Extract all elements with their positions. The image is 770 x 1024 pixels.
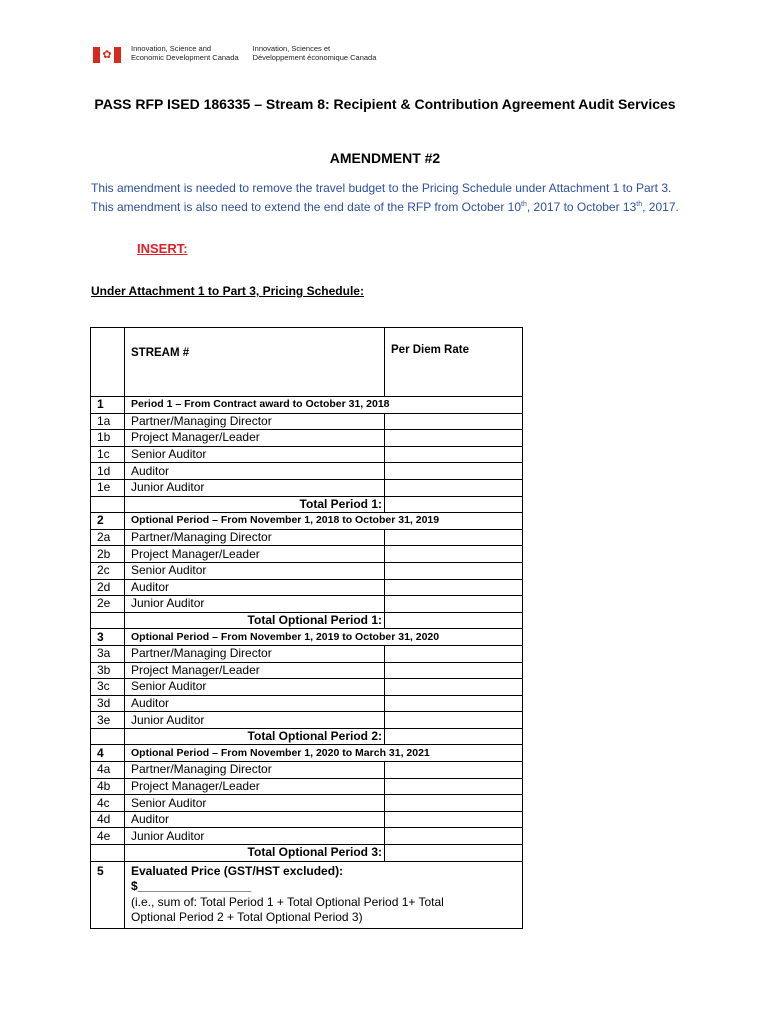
per-diem-rate-cell[interactable]: [385, 596, 523, 613]
table-row: [91, 645, 523, 662]
total-row: [91, 612, 523, 629]
table-row: [91, 762, 523, 779]
role-label: Senior Auditor: [125, 562, 385, 579]
evaluated-price-row: [91, 861, 523, 928]
table-row: [91, 430, 523, 447]
row-number: 3a: [91, 645, 125, 662]
total-label: Total Optional Period 2:: [125, 728, 385, 745]
row-number: 1a: [91, 413, 125, 430]
table-row: [91, 679, 523, 696]
amendment-heading: AMENDMENT #2: [329, 150, 441, 166]
role-label: Junior Auditor: [125, 479, 385, 496]
period-row: [91, 513, 523, 530]
row-number: 3d: [91, 695, 125, 712]
table-row: [91, 712, 523, 729]
per-diem-rate-cell[interactable]: [385, 828, 523, 845]
table-row: [91, 811, 523, 828]
table-row: [91, 446, 523, 463]
period-row: [91, 397, 523, 414]
row-number: 4e: [91, 828, 125, 845]
row-number: 3c: [91, 679, 125, 696]
section-label: Under Attachment 1 to Part 3, Pricing Schedule:: [91, 284, 364, 298]
role-label: Partner/Managing Director: [125, 645, 385, 662]
header-num-cell: [91, 328, 125, 397]
total-num-cell: [91, 612, 125, 629]
role-label: Senior Auditor: [125, 795, 385, 812]
total-num-cell: [91, 496, 125, 513]
department-name-fr: Innovation, Sciences et Développement économique Canada: [252, 44, 377, 62]
period-title: Period 1 – From Contract award to October 31, 2018: [125, 397, 523, 414]
total-value-cell[interactable]: [385, 845, 523, 862]
total-value-cell[interactable]: [385, 612, 523, 629]
role-label: Partner/Managing Director: [125, 762, 385, 779]
table-row: [91, 778, 523, 795]
row-number: 2a: [91, 529, 125, 546]
per-diem-rate-cell[interactable]: [385, 463, 523, 480]
table-header-row: [91, 328, 523, 397]
canada-flag-icon: ✿: [93, 47, 121, 63]
per-diem-rate-cell[interactable]: [385, 778, 523, 795]
total-num-cell: [91, 845, 125, 862]
row-number: 2d: [91, 579, 125, 596]
per-diem-rate-cell[interactable]: [385, 446, 523, 463]
total-label: Total Optional Period 1:: [125, 612, 385, 629]
table-row: [91, 579, 523, 596]
role-label: Junior Auditor: [125, 828, 385, 845]
period-number: 4: [91, 745, 125, 762]
row-number: 2c: [91, 562, 125, 579]
per-diem-rate-cell[interactable]: [385, 645, 523, 662]
role-label: Auditor: [125, 811, 385, 828]
table-row: [91, 828, 523, 845]
role-label: Auditor: [125, 463, 385, 480]
per-diem-rate-cell[interactable]: [385, 413, 523, 430]
role-label: Project Manager/Leader: [125, 662, 385, 679]
row-number: 1b: [91, 430, 125, 447]
header-per-diem-rate: Per Diem Rate: [385, 328, 523, 397]
table-row: [91, 413, 523, 430]
row-number: 4c: [91, 795, 125, 812]
per-diem-rate-cell[interactable]: [385, 579, 523, 596]
table-row: [91, 795, 523, 812]
period-title: Optional Period – From November 1, 2019 to October 31, 2020: [125, 629, 523, 646]
per-diem-rate-cell[interactable]: [385, 795, 523, 812]
period-number: 3: [91, 629, 125, 646]
pricing-schedule-table: [90, 327, 523, 929]
evaluated-price-label: Evaluated Price (GST/HST excluded):: [131, 863, 344, 878]
table-row: [91, 529, 523, 546]
row-number: 2b: [91, 546, 125, 563]
role-label: Partner/Managing Director: [125, 413, 385, 430]
insert-label: INSERT:: [137, 241, 188, 256]
period-title: Optional Period – From November 1, 2018 to October 31, 2019: [125, 513, 523, 530]
per-diem-rate-cell[interactable]: [385, 695, 523, 712]
header-stream: STREAM #: [125, 328, 385, 397]
per-diem-rate-cell[interactable]: [385, 679, 523, 696]
per-diem-rate-cell[interactable]: [385, 546, 523, 563]
period-row: [91, 745, 523, 762]
table-row: [91, 596, 523, 613]
period-number: 2: [91, 513, 125, 530]
per-diem-rate-cell[interactable]: [385, 562, 523, 579]
role-label: Auditor: [125, 579, 385, 596]
evaluated-price-cell: [125, 861, 523, 928]
per-diem-rate-cell[interactable]: [385, 762, 523, 779]
per-diem-rate-cell[interactable]: [385, 662, 523, 679]
total-value-cell[interactable]: [385, 728, 523, 745]
row-number: 3b: [91, 662, 125, 679]
government-logo: [93, 45, 376, 63]
amendment-description: This amendment is needed to remove the travel budget to the Pricing Schedule under Attachment 1 to Part 3. This amendment is also need to extend the end date of the RFP from October 10th, 2017 to October 13th, 2017.: [91, 181, 679, 214]
row-number: 2e: [91, 596, 125, 613]
total-num-cell: [91, 728, 125, 745]
row-number: 4a: [91, 762, 125, 779]
row-number: 1d: [91, 463, 125, 480]
row-number: 4d: [91, 811, 125, 828]
table-row: [91, 695, 523, 712]
role-label: Junior Auditor: [125, 596, 385, 613]
total-row: [91, 496, 523, 513]
table-row: [91, 662, 523, 679]
row-number: 3e: [91, 712, 125, 729]
total-row: [91, 728, 523, 745]
role-label: Project Manager/Leader: [125, 430, 385, 447]
per-diem-rate-cell[interactable]: [385, 479, 523, 496]
row-number: 4b: [91, 778, 125, 795]
document-title: PASS RFP ISED 186335 – Stream 8: Recipient & Contribution Agreement Audit Services: [94, 96, 676, 112]
table-row: [91, 562, 523, 579]
department-name-en: Innovation, Science and Economic Development Canada: [131, 44, 239, 62]
role-label: Project Manager/Leader: [125, 546, 385, 563]
role-label: Senior Auditor: [125, 679, 385, 696]
per-diem-rate-cell[interactable]: [385, 430, 523, 447]
table-row: [91, 463, 523, 480]
total-row: [91, 845, 523, 862]
total-value-cell[interactable]: [385, 496, 523, 513]
per-diem-rate-cell[interactable]: [385, 529, 523, 546]
per-diem-rate-cell[interactable]: [385, 712, 523, 729]
role-label: Auditor: [125, 695, 385, 712]
period-row: [91, 629, 523, 646]
evaluated-price-note: (i.e., sum of: Total Period 1 + Total Optional Period 1+ Total Optional Period 2 + Total Optional Period 3): [131, 894, 444, 925]
row-number: 1c: [91, 446, 125, 463]
total-label: Total Period 1:: [125, 496, 385, 513]
role-label: Project Manager/Leader: [125, 778, 385, 795]
role-label: Senior Auditor: [125, 446, 385, 463]
role-label: Junior Auditor: [125, 712, 385, 729]
table-row: [91, 479, 523, 496]
total-label: Total Optional Period 3:: [125, 845, 385, 862]
period-number: 1: [91, 397, 125, 414]
table-row: [91, 546, 523, 563]
period-title: Optional Period – From November 1, 2020 to March 31, 2021: [125, 745, 523, 762]
final-number: 5: [91, 861, 125, 928]
row-number: 1e: [91, 479, 125, 496]
per-diem-rate-cell[interactable]: [385, 811, 523, 828]
role-label: Partner/Managing Director: [125, 529, 385, 546]
evaluated-price-blank[interactable]: $_________________: [131, 879, 252, 894]
